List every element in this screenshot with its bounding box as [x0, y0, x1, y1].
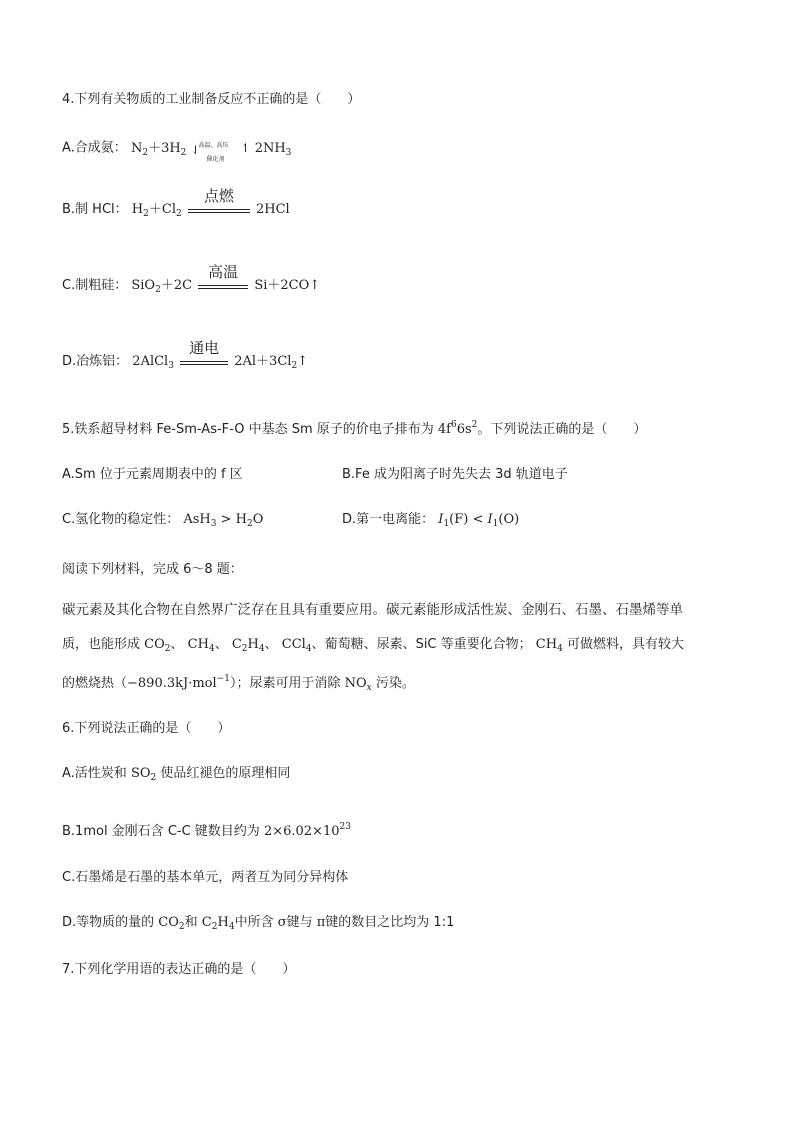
q4-a-label: A.合成氨：: [62, 140, 127, 156]
q4-c-rhs: Si＋2CO↑: [254, 278, 321, 293]
q4-c-label: C.制粗硅：: [62, 278, 128, 293]
q4-d-rhs: $2Al+3Cl_2↑$: [234, 354, 309, 371]
q4-c-condition: 高温: [198, 279, 248, 289]
reversible-arrow-icon: ⇃ 高温、高压 催化剂 ↿: [190, 141, 251, 163]
q4-stem: 4.下列有关物质的工业制备反应不正确的是（ ）: [62, 92, 361, 107]
q4-d-label: D.冶炼铝：: [62, 354, 129, 369]
q4-option-a: [62, 138, 292, 163]
q6-option-b: B.1mol 金刚石含 C-C 键数目约为 $2\times 6.02\times 10^{23}$: [62, 822, 351, 839]
q4-b-label: B.制 HCl：: [62, 202, 128, 217]
q5-option-b: B.Fe 成为阳离子时先失去 3d 轨道电子: [342, 467, 568, 482]
q4-a-rhs: $2NH_3$: [254, 140, 292, 158]
q4-b-condition: 点燃: [188, 203, 250, 213]
reading-intro: 阅读下列材料，完成 6～8 题：: [62, 562, 243, 577]
q4-b-rhs: 2HCl: [256, 202, 290, 217]
reading-paragraph-line-3: 的燃烧热（−890.3kJ·mol$^{-1}$）；尿素可用于消除 $NO_x$ 污染。: [62, 674, 415, 693]
q5-option-d: D.第一电离能： $I_1(F) < I_1(O)$: [342, 512, 520, 529]
q5-option-c: C.氢化物的稳定性： $AsH_3 > H_2O$: [62, 512, 264, 529]
q5-stem: 5.铁系超导材料 Fe-Sm-As-F-O 中基态 Sm 原子的价电子排布为 $4f^66s^2$。下列说法正确的是（ ）: [62, 420, 647, 437]
q5-option-a: A.Sm 位于元素周期表中的 f 区: [62, 467, 243, 482]
q7-stem: 7.下列化学用语的表达正确的是（ ）: [62, 962, 296, 977]
q4-option-d: D.冶炼铝： 2AlCl$_3$ 通电 $2Al+3Cl_2↑$: [62, 339, 309, 371]
q4-option-b: B.制 HCl： $H_2+Cl_2$ 点燃 2HCl: [62, 187, 290, 219]
q4-option-c: C.制粗硅： SiO$_2$＋2C 高温 Si＋2CO↑: [62, 263, 321, 295]
q6-stem: 6.下列说法正确的是（ ）: [62, 721, 231, 736]
reading-paragraph-line-2: 质，也能形成 $CO_2$、 $CH_4$、 $C_2H_4$、 CCl$_4$、葡萄糖、尿素、SiC 等重要化合物； $CH_4$ 可做燃料，具有较大: [62, 637, 684, 654]
q4-a-lhs: $N_2+3H_2$: [130, 140, 187, 158]
q4-d-condition: 通电: [180, 355, 228, 365]
reading-paragraph-line-1: 碳元素及其化合物在自然界广泛存在且具有重要应用。碳元素能形成活性炭、金刚石、石墨、石墨烯等单: [62, 602, 683, 618]
q6-option-c: C.石墨烯是石墨的基本单元，两者互为同分异构体: [62, 870, 349, 885]
q6-option-a: A.活性炭和 $SO_2$ 使品红褪色的原理相同: [62, 766, 291, 783]
q6-option-d: D.等物质的量的 $CO_2$和 $C_2H_4$中所含 σ键与 π键的数目之比均为 1:1: [62, 915, 455, 932]
